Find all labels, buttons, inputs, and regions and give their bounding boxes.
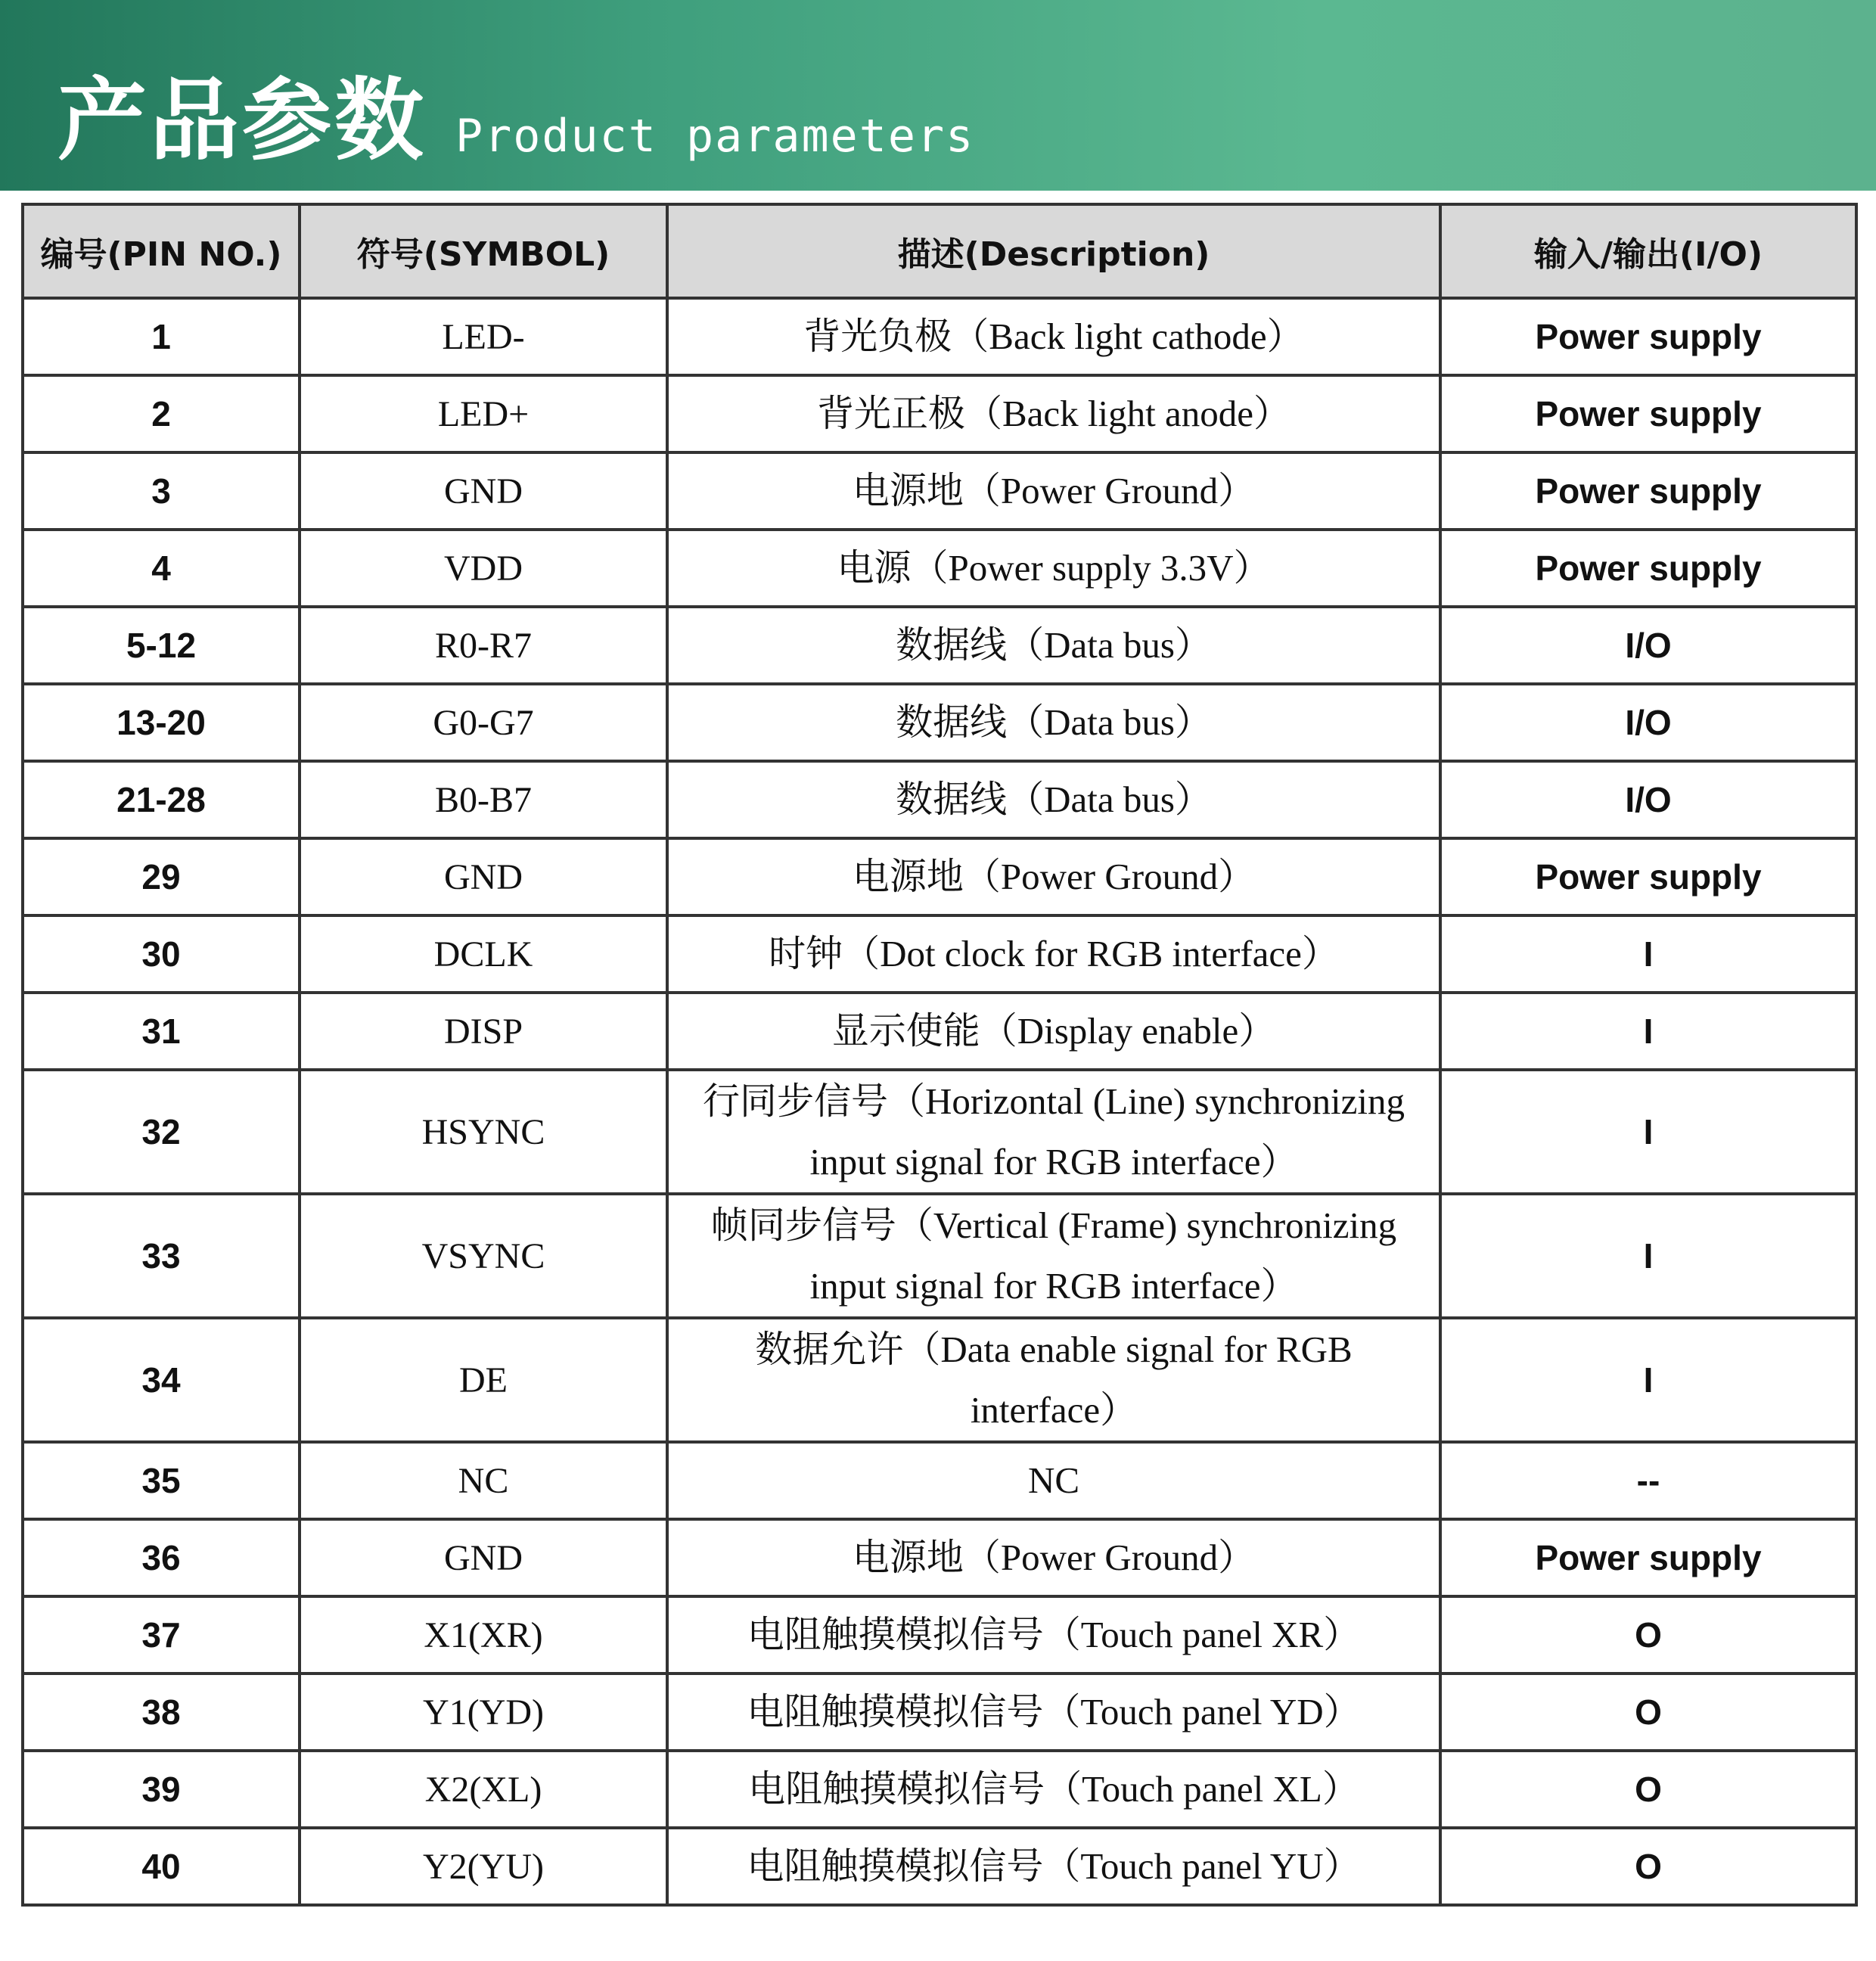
pin-cell: 2 [23, 375, 300, 452]
title-chinese: 产品参数 [57, 68, 427, 172]
io-cell: Power supply [1440, 530, 1856, 607]
symbol-cell: LED+ [300, 375, 667, 452]
pin-cell: 32 [23, 1070, 300, 1194]
symbol-cell: VSYNC [300, 1194, 667, 1318]
pin-cell: 29 [23, 838, 300, 915]
symbol-cell: B0-B7 [300, 761, 667, 838]
header-symbol: 符号(SYMBOL) [300, 204, 667, 298]
pin-cell: 34 [23, 1318, 300, 1442]
io-cell: Power supply [1440, 298, 1856, 375]
description-cell: 数据线（Data bus） [667, 684, 1440, 761]
description-line: input signal for RGB interface） [809, 1265, 1298, 1307]
symbol-cell: HSYNC [300, 1070, 667, 1194]
table-row [23, 1318, 1856, 1442]
description-line: input signal for RGB interface） [809, 1141, 1298, 1183]
description-cell: 电阻触摸模拟信号（Touch panel XR） [667, 1596, 1440, 1674]
description-cell: 数据线（Data bus） [667, 761, 1440, 838]
io-cell: I/O [1440, 607, 1856, 684]
io-cell: I [1440, 1194, 1856, 1318]
table-row [23, 298, 1856, 375]
table-row [23, 1674, 1856, 1751]
pin-parameters-table [21, 203, 1858, 1907]
symbol-cell: GND [300, 1519, 667, 1596]
symbol-cell: GND [300, 838, 667, 915]
pin-cell: 35 [23, 1442, 300, 1519]
description-cell: 背光负极（Back light cathode） [667, 298, 1440, 375]
io-cell: O [1440, 1828, 1856, 1905]
io-cell: O [1440, 1674, 1856, 1751]
symbol-cell: R0-R7 [300, 607, 667, 684]
pin-cell: 5-12 [23, 607, 300, 684]
table-row [23, 452, 1856, 530]
description-cell [667, 1318, 1440, 1442]
io-cell: I/O [1440, 684, 1856, 761]
header-description: 描述(Description) [667, 204, 1440, 298]
title-english: Product parameters [455, 110, 975, 163]
pin-cell: 33 [23, 1194, 300, 1318]
io-cell: -- [1440, 1442, 1856, 1519]
description-cell: 电源地（Power Ground） [667, 838, 1440, 915]
description-cell: 电源（Power supply 3.3V） [667, 530, 1440, 607]
symbol-cell: NC [300, 1442, 667, 1519]
description-cell: 电阻触摸模拟信号（Touch panel YU） [667, 1828, 1440, 1905]
description-cell: 显示使能（Display enable） [667, 993, 1440, 1070]
description-cell: 电源地（Power Ground） [667, 452, 1440, 530]
pin-cell: 4 [23, 530, 300, 607]
description-cell: 电阻触摸模拟信号（Touch panel XL） [667, 1751, 1440, 1828]
symbol-cell: Y1(YD) [300, 1674, 667, 1751]
symbol-cell: DISP [300, 993, 667, 1070]
table-row [23, 838, 1856, 915]
io-cell: I [1440, 1318, 1856, 1442]
io-cell: O [1440, 1751, 1856, 1828]
table-header-row [23, 204, 1856, 298]
io-cell: Power supply [1440, 838, 1856, 915]
pin-cell: 39 [23, 1751, 300, 1828]
description-cell [667, 1194, 1440, 1318]
symbol-cell: X2(XL) [300, 1751, 667, 1828]
pin-cell: 21-28 [23, 761, 300, 838]
symbol-cell: G0-G7 [300, 684, 667, 761]
table-row [23, 761, 1856, 838]
table-row [23, 375, 1856, 452]
description-line: 帧同步信号（Vertical (Frame) synchronizing [710, 1204, 1397, 1246]
io-cell: I/O [1440, 761, 1856, 838]
description-cell: 时钟（Dot clock for RGB interface） [667, 915, 1440, 993]
table-row [23, 1751, 1856, 1828]
table-row [23, 530, 1856, 607]
description-line: 行同步信号（Horizontal (Line) synchronizing [702, 1080, 1405, 1122]
description-cell: NC [667, 1442, 1440, 1519]
io-cell: I [1440, 1070, 1856, 1194]
symbol-cell: DCLK [300, 915, 667, 993]
symbol-cell: X1(XR) [300, 1596, 667, 1674]
symbol-cell: DE [300, 1318, 667, 1442]
header-banner [0, 0, 1876, 191]
description-line: interface） [970, 1389, 1138, 1431]
pin-cell: 36 [23, 1519, 300, 1596]
table-row [23, 1596, 1856, 1674]
table-row [23, 915, 1856, 993]
pin-cell: 31 [23, 993, 300, 1070]
pin-cell: 40 [23, 1828, 300, 1905]
symbol-cell: GND [300, 452, 667, 530]
table-row [23, 607, 1856, 684]
page-title [57, 48, 974, 177]
table-row [23, 1442, 1856, 1519]
symbol-cell: Y2(YU) [300, 1828, 667, 1905]
description-cell: 电源地（Power Ground） [667, 1519, 1440, 1596]
pin-cell: 13-20 [23, 684, 300, 761]
pin-cell: 37 [23, 1596, 300, 1674]
table-row [23, 684, 1856, 761]
io-cell: I [1440, 993, 1856, 1070]
io-cell: O [1440, 1596, 1856, 1674]
header-io: 输入/输出(I/O) [1440, 204, 1856, 298]
table-row [23, 1070, 1856, 1194]
io-cell: Power supply [1440, 375, 1856, 452]
symbol-cell: LED- [300, 298, 667, 375]
table-row [23, 1519, 1856, 1596]
io-cell: Power supply [1440, 452, 1856, 530]
header-pin-no: 编号(PIN NO.) [23, 204, 300, 298]
pin-cell: 30 [23, 915, 300, 993]
table-row [23, 1828, 1856, 1905]
description-cell: 数据线（Data bus） [667, 607, 1440, 684]
description-cell: 电阻触摸模拟信号（Touch panel YD） [667, 1674, 1440, 1751]
pin-cell: 3 [23, 452, 300, 530]
description-cell [667, 1070, 1440, 1194]
description-line: 数据允许（Data enable signal for RGB [755, 1329, 1353, 1370]
pin-cell: 1 [23, 298, 300, 375]
io-cell: Power supply [1440, 1519, 1856, 1596]
table-row [23, 993, 1856, 1070]
symbol-cell: VDD [300, 530, 667, 607]
io-cell: I [1440, 915, 1856, 993]
table-row [23, 1194, 1856, 1318]
pin-cell: 38 [23, 1674, 300, 1751]
description-cell: 背光正极（Back light anode） [667, 375, 1440, 452]
